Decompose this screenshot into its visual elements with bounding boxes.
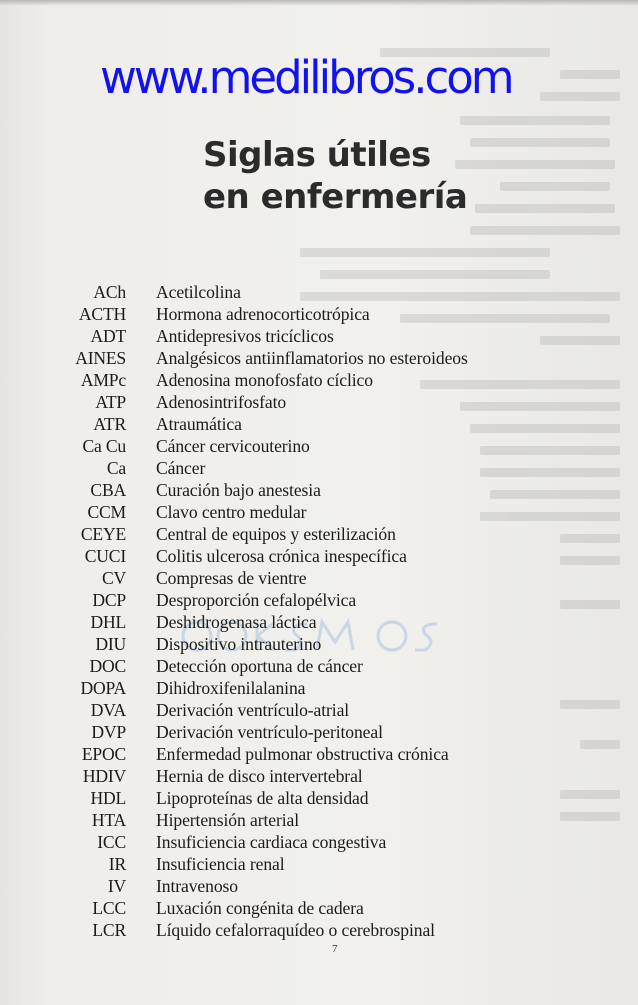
abbreviation: CCM (87, 502, 126, 522)
abbreviation: AINES (75, 348, 126, 368)
list-item (0, 281, 638, 303)
list-item (0, 677, 638, 699)
definition: Derivación ventrículo-peritoneal (156, 722, 383, 742)
abbreviation: HDIV (82, 766, 126, 786)
definition: Detección oportuna de cáncer (156, 656, 363, 676)
list-item (0, 721, 638, 743)
definition: Líquido cefalorraquídeo o cerebrospinal (156, 920, 435, 940)
definition: Adenosina monofosfato cíclico (156, 370, 373, 390)
list-item (0, 347, 638, 369)
list-item (0, 875, 638, 897)
definition: Deshidrogenasa láctica (156, 612, 317, 632)
abbreviation: ICC (97, 832, 126, 852)
abbreviation: LCC (92, 898, 126, 918)
abbreviation: DVP (91, 722, 126, 742)
list-item (0, 545, 638, 567)
list-item (0, 633, 638, 655)
abbreviation: AMPc (80, 370, 126, 390)
list-item (0, 743, 638, 765)
abbreviation: Ca (106, 458, 126, 478)
abbreviation: CBA (90, 480, 126, 500)
abbreviation: IV (107, 876, 126, 896)
list-item (0, 897, 638, 919)
list-item (0, 853, 638, 875)
abbreviation: EPOC (81, 744, 126, 764)
list-item (0, 589, 638, 611)
abbreviation: ATP (95, 392, 126, 412)
abbreviation: DCP (92, 590, 126, 610)
abbreviation: ACTH (78, 304, 126, 324)
list-item (0, 787, 638, 809)
abbreviation: DOPA (80, 678, 126, 698)
definition: Antidepresivos tricíclicos (156, 326, 334, 346)
list-item (0, 369, 638, 391)
abbreviation: ADT (90, 326, 126, 346)
list-item (0, 611, 638, 633)
list-item (0, 809, 638, 831)
abbreviation: DHL (90, 612, 126, 632)
definition: Dispositivo intrauterino (156, 634, 322, 654)
definition: Compresas de vientre (156, 568, 307, 588)
definition: Insuficiencia renal (156, 854, 285, 874)
definition: Intravenoso (156, 876, 238, 896)
list-item (0, 325, 638, 347)
abbreviation: Ca Cu (82, 436, 126, 456)
definition: Cáncer (156, 458, 206, 478)
title-line-2: en enfermería (203, 177, 468, 217)
list-item (0, 391, 638, 413)
definition: Cáncer cervicouterino (156, 436, 310, 456)
list-item (0, 567, 638, 589)
definition: Insuficiencia cardiaca congestiva (156, 832, 387, 852)
abbreviation: ACh (93, 282, 126, 302)
list-item (0, 457, 638, 479)
page-title (203, 134, 533, 218)
abbreviation: IR (108, 854, 126, 874)
definition: Adenosintrifosfato (156, 392, 287, 412)
definition: Luxación congénita de cadera (156, 898, 364, 918)
definition: Central de equipos y esterilización (156, 524, 396, 544)
definition: Hipertensión arterial (156, 810, 299, 830)
abbreviation: DVA (90, 700, 126, 720)
list-item (0, 501, 638, 523)
list-item (0, 413, 638, 435)
definition: Analgésicos antiinflamatorios no esteroideos (156, 348, 468, 368)
list-item (0, 831, 638, 853)
definition: Dihidroxifenilalanina (156, 678, 306, 698)
list-item (0, 435, 638, 457)
definition: Colitis ulcerosa crónica inespecífica (156, 546, 407, 566)
abbreviation: DOC (89, 656, 126, 676)
definition: Lipoproteínas de alta densidad (156, 788, 369, 808)
definition: Acetilcolina (156, 282, 241, 302)
abbreviation-list (0, 281, 638, 941)
abbreviation: DIU (95, 634, 126, 654)
list-item (0, 479, 638, 501)
watermark-url: www.medilibros.com (100, 51, 512, 104)
list-item (0, 699, 638, 721)
definition: Enfermedad pulmonar obstructiva crónica (156, 744, 449, 764)
definition: Curación bajo anestesia (156, 480, 321, 500)
definition: Hernia de disco intervertebral (156, 766, 363, 786)
list-item (0, 523, 638, 545)
abbreviation: CEYE (80, 524, 126, 544)
abbreviation: LCR (92, 920, 126, 940)
abbreviation: ATR (93, 414, 126, 434)
list-item (0, 919, 638, 941)
definition: Clavo centro medular (156, 502, 307, 522)
title-line-1: Siglas útiles (203, 135, 431, 175)
abbreviation: CUCI (84, 546, 126, 566)
list-item (0, 655, 638, 677)
list-item (0, 303, 638, 325)
abbreviation: HDL (90, 788, 126, 808)
definition: Hormona adrenocorticotrópica (156, 304, 370, 324)
definition: Derivación ventrículo-atrial (156, 700, 350, 720)
page-number: 7 (332, 943, 338, 955)
abbreviation: HTA (91, 810, 126, 830)
definition: Atraumática (156, 414, 242, 434)
list-item (0, 765, 638, 787)
abbreviation: CV (101, 568, 126, 588)
definition: Desproporción cefalopélvica (156, 590, 357, 610)
